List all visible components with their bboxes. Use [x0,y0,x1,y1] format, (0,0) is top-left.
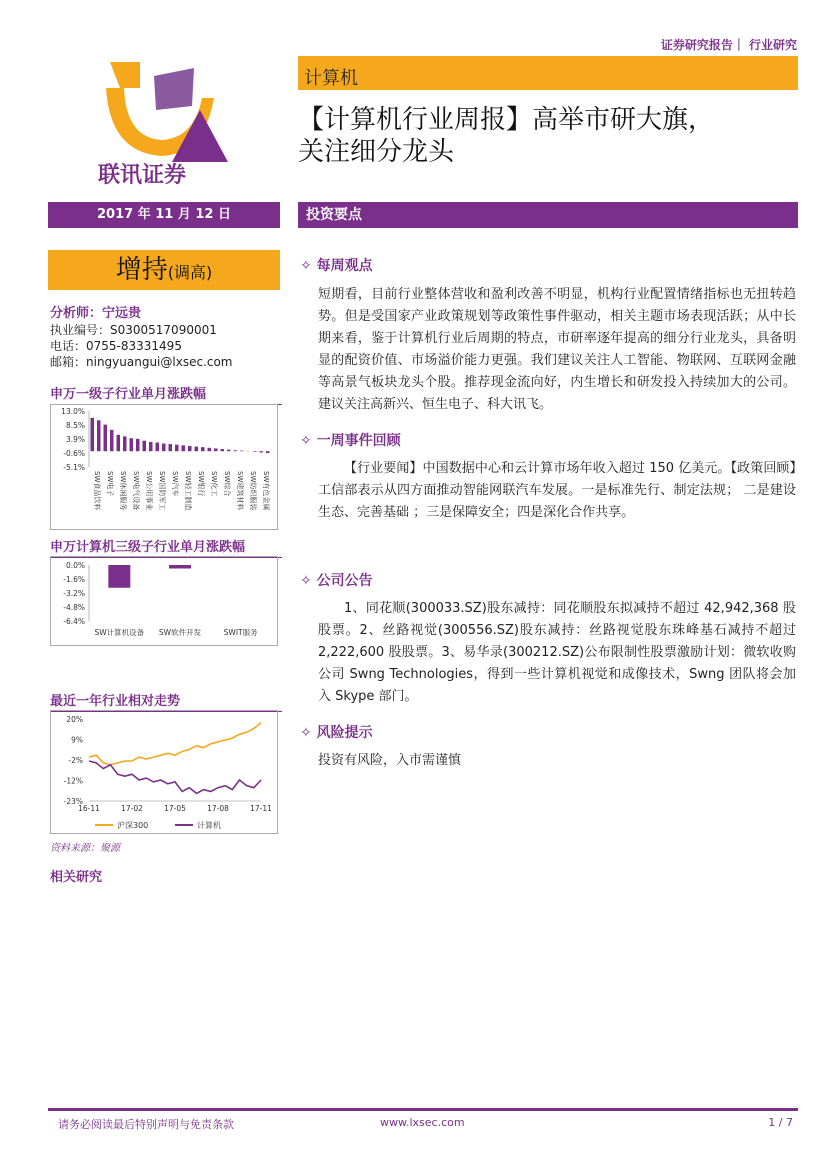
report-type: 证券研究报告｜ 行业研究 [660,38,797,52]
y-tick-label: -1.6% [63,575,85,584]
title-line-1: 【计算机行业周报】高举市研大旗， [298,105,715,135]
events-text: 【行业要闻】中国数据中心和云计算市场年收入超过 150 亿美元。【政策回顾】工信部表示从四方面推动智能网联汽车发展。一是标准先行、制定法规； 二是建设生态、完善基础 ；三是保障安全；四是深化合作共享。 [318,461,796,520]
bar [266,451,270,453]
bar [208,448,212,451]
series-line [89,761,261,793]
chart3 [50,710,278,834]
section-title: 投资要点 [298,202,798,228]
y-tick-label: 9% [71,735,83,745]
rating-badge [48,250,280,290]
chart3-title: 最近一年行业相对走势 [50,690,282,712]
y-tick-label: -12% [63,776,83,786]
analyst-license: 执业编号：S0300517090001 [50,323,217,337]
x-tick-label: SW软件开发 [158,628,202,637]
bar [188,446,192,451]
bar [182,445,186,451]
chart2-title: 申万计算机三级子行业单月涨跌幅 [50,536,282,558]
bar [108,565,130,588]
events-heading: ✧ 一周事件回顾 [300,433,401,449]
weekly-view-heading: ✧ 每周观点 [300,258,373,274]
bar [156,443,160,452]
x-tick-label: SW银行 [197,471,205,497]
x-tick-label: 17-05 [164,804,186,813]
analyst-phone: 电话：0755-83331495 [50,339,182,353]
analyst-info [50,306,233,370]
bar [91,418,95,451]
x-tick-label: SW计算机设备 [94,628,145,637]
footer-page: 1 / 7 [768,1116,793,1129]
bar [169,444,173,451]
y-tick-label: 0.0% [65,561,85,570]
x-tick-label: SW纺织服装 [249,471,257,511]
logo-text: 联讯证券 [98,163,187,188]
y-tick-label: -23% [63,797,83,806]
y-tick-label: -3.2% [63,589,85,598]
y-tick-label: 20% [66,715,83,724]
rating-main: 增持 [115,255,168,285]
bar [227,450,231,452]
y-tick-label: -0.6% [63,449,85,458]
y-tick-label: -2% [68,756,83,765]
analyst-name: 分析师：宁远贵 [50,306,142,321]
company-logo [96,58,236,188]
analyst-email[interactable]: 邮箱：ningyuangui@lxsec.com [50,355,233,369]
bar [110,430,114,451]
bar [130,438,134,451]
x-tick-label: SWIT服务 [223,628,258,637]
x-tick-label: SW公用事业 [145,471,153,511]
bar [195,447,199,452]
legend-label: 计算机 [197,821,221,830]
related-research[interactable]: 相关研究 [50,870,103,885]
x-tick-label: SW建筑材料 [236,471,244,511]
risk-heading: ✧ 风险提示 [300,725,373,741]
announcements-text: 1、同花顺(300033.SZ)股东减持：同花顺股东拟减持不超过 42,942,368 股股票。2、丝路视觉(300556.SZ)股东减持：丝路视觉股东珠峰基石减持不超过 2,222,600 股股票。3、易华录(300212.SZ)公布限制性股票激励计划：微软收购公司 Swng Technologies，得到一些计算机视觉和成像技术，Swng 团队将会加入 Skype 部门。 [318,601,796,704]
bar [143,441,147,452]
x-tick-label: SW有色金属 [262,471,270,511]
legend-label: 沪深300 [117,821,149,830]
y-tick-label: 8.5% [65,421,85,430]
bar [136,439,140,451]
report-date: 2017 年 11 月 12 日 [48,202,280,228]
bar [247,451,251,452]
x-tick-label: 17-08 [207,804,229,813]
y-tick-label: 3.9% [65,435,85,444]
bar [201,447,205,451]
bar [162,443,166,451]
bar [253,451,257,452]
bar [169,565,191,569]
chart1 [50,404,278,530]
chart2 [50,556,278,646]
x-tick-label: SW电气设备 [132,471,140,511]
footer-divider [48,1108,798,1111]
bar [104,425,108,452]
x-tick-label: SW综合 [223,471,231,497]
bar [97,420,101,451]
title-line-2: 关注细分龙头 [298,137,455,167]
x-tick-label: 17-11 [250,804,272,813]
x-tick-label: SW休闲服务 [119,471,127,511]
rating-change: (调高) [167,263,213,282]
y-tick-label: -5.1% [63,463,85,472]
risk-text: 投资有风险，入市需谨慎 [318,753,462,768]
x-tick-label: SW电子 [106,471,114,497]
footer-url[interactable]: www.lxsec.com [380,1116,465,1129]
y-tick-label: -4.8% [63,603,85,612]
bar [240,451,244,452]
bar [149,442,153,451]
x-tick-label: 17-02 [121,804,143,813]
weekly-view-text: 短期看，目前行业整体营收和盈利改善不明显，机构行业配置情绪指标也无扭转趋势。但是受国家产业政策规划等政策性事件驱动，相关主题市场表现活跃；从中长期来看，鉴于计算机行业后周期的特点，市研率逐年提高的细分行业龙头，具备明显的配资价值、市场溢价能力更强。我们建议关注人工智能、物联网、互联网金融等高景气板块龙头个股。推荐现金流向好，内生增长和研发投入持续加大的公司。建议关注高新兴、恒生电子、科大讯飞。 [318,287,796,412]
announcements-heading: ✧ 公司公告 [300,573,373,589]
bar [117,435,121,451]
x-tick-label: 16-11 [78,804,100,813]
bar [234,450,238,451]
sector-label: 计算机 [298,56,798,90]
bar [260,451,264,452]
x-tick-label: SW化工 [210,471,218,497]
chart1-title: 申万一级子行业单月涨跌幅 [50,383,282,405]
bar [221,449,225,451]
y-tick-label: -6.4% [63,617,85,626]
bar [214,448,218,451]
x-tick-label: SW轻工制造 [184,471,192,511]
x-tick-label: SW食品饮料 [93,471,101,511]
bar [123,436,127,451]
y-tick-label: 13.0% [61,407,85,416]
series-line [89,723,261,765]
x-tick-label: SW国防军工 [158,471,166,511]
bar [175,445,179,451]
x-tick-label: SW汽车 [171,471,179,497]
data-source: 资料来源：聚源 [50,843,120,854]
report-title [298,104,808,168]
footer-disclaimer[interactable]: 请务必阅读最后特别声明与免责条款 [58,1118,234,1131]
